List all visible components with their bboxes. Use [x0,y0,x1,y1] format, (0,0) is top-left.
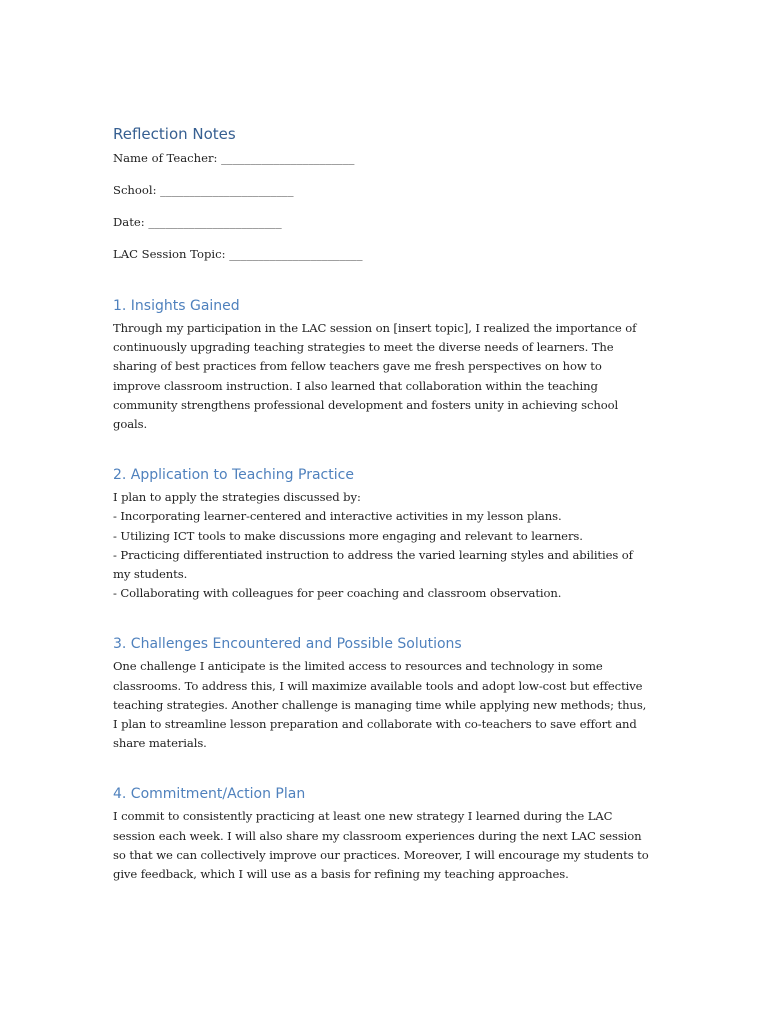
date-field: Date: _______________________ [113,215,282,229]
list-item: - Utilizing ICT tools to make discussions more engaging and relevant to learners. [113,528,583,543]
session-topic-field: LAC Session Topic: _______________________ [113,247,363,261]
list-item: - Practicing differentiated instruction to address the varied learning styles and abilities of [113,547,633,562]
text-line: classrooms. To address this, I will maximize available tools and adopt low-cost but effective [113,678,643,693]
section-body-insights [113,319,658,434]
section-body-commitment [113,807,658,884]
section-heading-insights: 1. Insights Gained [113,298,240,314]
list-item: - Incorporating learner-centered and interactive activities in my lesson plans. [113,509,562,524]
section-body-application [113,488,658,603]
list-item: - Collaborating with colleagues for peer coaching and classroom observation. [113,586,562,601]
section-heading-application: 2. Application to Teaching Practice [113,467,354,484]
text-line: session each week. I will also share my classroom experiences during the next LAC session [113,828,642,843]
text-line: community strengthens professional development and fosters unity in achieving school [113,397,619,412]
teacher-name-field: Name of Teacher: _______________________ [113,151,355,165]
text-line: share materials. [113,736,207,751]
text-line: improve classroom instruction. I also learned that collaboration within the teaching [113,378,598,393]
text-line: Through my participation in the LAC session on [insert topic], I realized the importance of [113,321,637,335]
text-line: continuously upgrading teaching strategies to meet the diverse needs of learners. The [113,340,614,355]
text-line: I commit to consistently practicing at least one new strategy I learned during the LAC [113,809,613,824]
text-line: I plan to streamline lesson preparation and collaborate with co-teachers to save effort and [113,717,637,732]
text-line: I plan to apply the strategies discussed by: [113,490,361,505]
text-line: goals. [113,417,148,432]
text-line: sharing of best practices from fellow teachers gave me fresh perspectives on how to [113,359,602,374]
text-line: my students. [113,567,188,582]
document-page [113,124,658,915]
section-body-challenges [113,657,658,753]
document-title: Reflection Notes [113,125,236,143]
text-line: so that we can collectively improve our practices. Moreover, I will encourage my students to [113,847,649,862]
section-heading-challenges: 3. Challenges Encountered and Possible Solutions [113,636,462,653]
text-line: One challenge I anticipate is the limited access to resources and technology in some [113,659,603,674]
text-line: give feedback, which I will use as a basis for refining my teaching approaches. [113,867,569,882]
school-field: School: _______________________ [113,183,294,197]
section-heading-commitment: 4. Commitment/Action Plan [113,786,306,803]
text-line: teaching strategies. Another challenge is managing time while applying new methods; thus, [113,697,647,712]
